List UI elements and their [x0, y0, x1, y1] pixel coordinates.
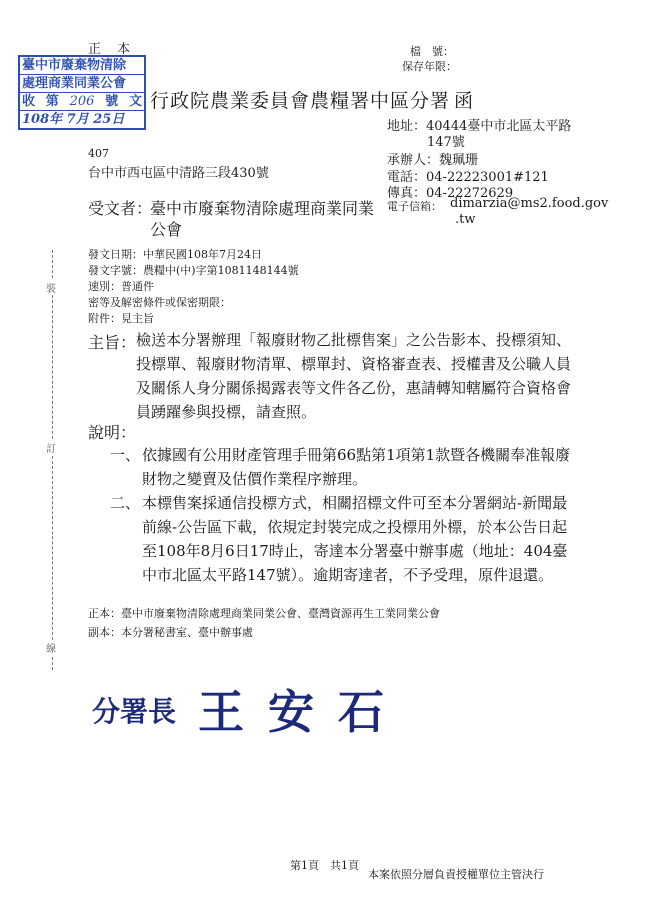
speed-class: [88, 278, 154, 294]
stamp-recv-word: 第: [45, 94, 59, 109]
issue-date-label: 發文日期：: [88, 248, 143, 261]
document-kind: 函: [454, 90, 475, 112]
binding-mark-line: 線: [46, 640, 56, 655]
distribution-original-label: 正本：: [88, 607, 121, 620]
attachment: [88, 310, 154, 326]
received-stamp: [18, 55, 146, 130]
email-label: 電子信箱：: [387, 200, 442, 213]
recipient-street: 台中市西屯區中清路三段430號: [88, 166, 269, 181]
stamp-recv-label: 收: [22, 94, 36, 109]
phone-number: 04-22223001#121: [426, 170, 549, 185]
distribution-original: [88, 605, 440, 621]
distribution-copy-value: 本分署秘書室、臺中辦事處: [121, 626, 253, 639]
document-number-label: 發文字號：: [88, 264, 143, 277]
subject-text: 檢送本分署辦理「報廢財物乙批標售案」之公告影本、投標須知、投標單、報廢財物清單、標單封、資格審查表、授權書及公職人員及關係人身分關係揭露表等文件各乙份，惠請轉知轄屬符合資格會員踴躍參與投標，請查照。: [136, 331, 572, 421]
stamp-received-date: 108年 7月 25日: [22, 112, 125, 127]
speed-label: 速別：: [88, 280, 121, 293]
phone-label: 電話：: [387, 170, 427, 185]
email-line2: .tw: [455, 212, 476, 227]
copy-type-label: 正 本: [88, 42, 137, 57]
explanation-item-1-number: 一、: [110, 446, 141, 464]
contact-name: 魏珮珊: [439, 153, 479, 168]
sender-address-line1: 40444臺中市北區太平路: [426, 119, 572, 134]
authority-note: 本案依照分層負責授權單位主管決行: [368, 868, 544, 881]
issue-date-value: 中華民國108年7月24日: [143, 248, 262, 261]
distribution-original-value: 臺中市廢棄物清除處理商業同業公會、臺灣資源再生工業同業公會: [121, 607, 440, 620]
distribution-copy-label: 副本：: [88, 626, 121, 639]
recipient-name-line2: 公會: [150, 220, 183, 239]
explanation-label: 說明：: [88, 423, 137, 442]
binding-line: [52, 250, 53, 670]
binding-mark-stitch: 訂: [46, 440, 56, 455]
explanation-item-2-number: 二、: [110, 494, 141, 512]
binding-mark-bind: 裝: [46, 280, 56, 295]
attachment-label: 附件：: [88, 312, 121, 325]
speed-value: 普通件: [121, 280, 154, 293]
stamp-association-line1: 臺中市廢棄物清除: [20, 57, 144, 75]
fax-number: 04-22272629: [426, 186, 514, 201]
subject-label: 主旨：: [88, 333, 137, 352]
agency-title: 行政院農業委員會農糧署中區分署: [150, 90, 451, 112]
retention-label: 保存年限：: [402, 60, 457, 73]
stamp-association-line2: 處理商業同業公會: [20, 75, 144, 93]
sender-address-line2: 147號: [427, 135, 465, 150]
stamp-recv-doc: 文: [128, 94, 142, 109]
stamp-recv-number: 206: [69, 94, 95, 109]
email-line1: dimarzia@ms2.food.gov: [450, 196, 609, 211]
stamp-receipt-number-row: [20, 93, 144, 111]
signature-title: 分署長: [92, 695, 177, 728]
document-number: [88, 262, 299, 278]
contact-label: 承辦人：: [387, 153, 440, 168]
file-number-label: 檔 號：: [410, 45, 454, 58]
sender-address-label: 地址：: [387, 119, 427, 134]
sender-address: [387, 115, 571, 134]
page-number: 第1頁 共1頁: [290, 859, 359, 872]
recipient-label: 受文者：: [88, 199, 153, 218]
stamp-recv-suffix: 號: [105, 94, 119, 109]
explanation-item-2-text: 本標售案採通信投標方式，相關招標文件可至本分署網站-新聞最前線-公告區下載，依規定封裝完成之投標用外標，於本公告日起至108年8月6日17時止，寄達本分署臺中辦事處（地址：404臺中市北區太平路147號）。逾期寄達者，不予受理，原件退還。: [142, 494, 568, 584]
distribution-copy: [88, 624, 253, 640]
signature-name: 王 安 石: [198, 685, 389, 739]
fax-label: 傳真：: [387, 186, 427, 201]
recipient-zip: 407: [88, 147, 109, 160]
recipient-name-line1: 臺中市廢棄物清除處理商業同業: [150, 199, 375, 218]
issue-date: [88, 246, 262, 262]
attachment-value: 見主旨: [121, 312, 154, 325]
explanation-item-1-text: 依據國有公用財產管理手冊第66點第1項第1款暨各機關奉准報廢財物之變賣及估價作業程序辦理。: [142, 446, 571, 488]
secrecy-level: 密等及解密條件或保密期限：: [88, 296, 231, 309]
document-number-value: 農糧中(中)字第1081148144號: [143, 264, 299, 277]
